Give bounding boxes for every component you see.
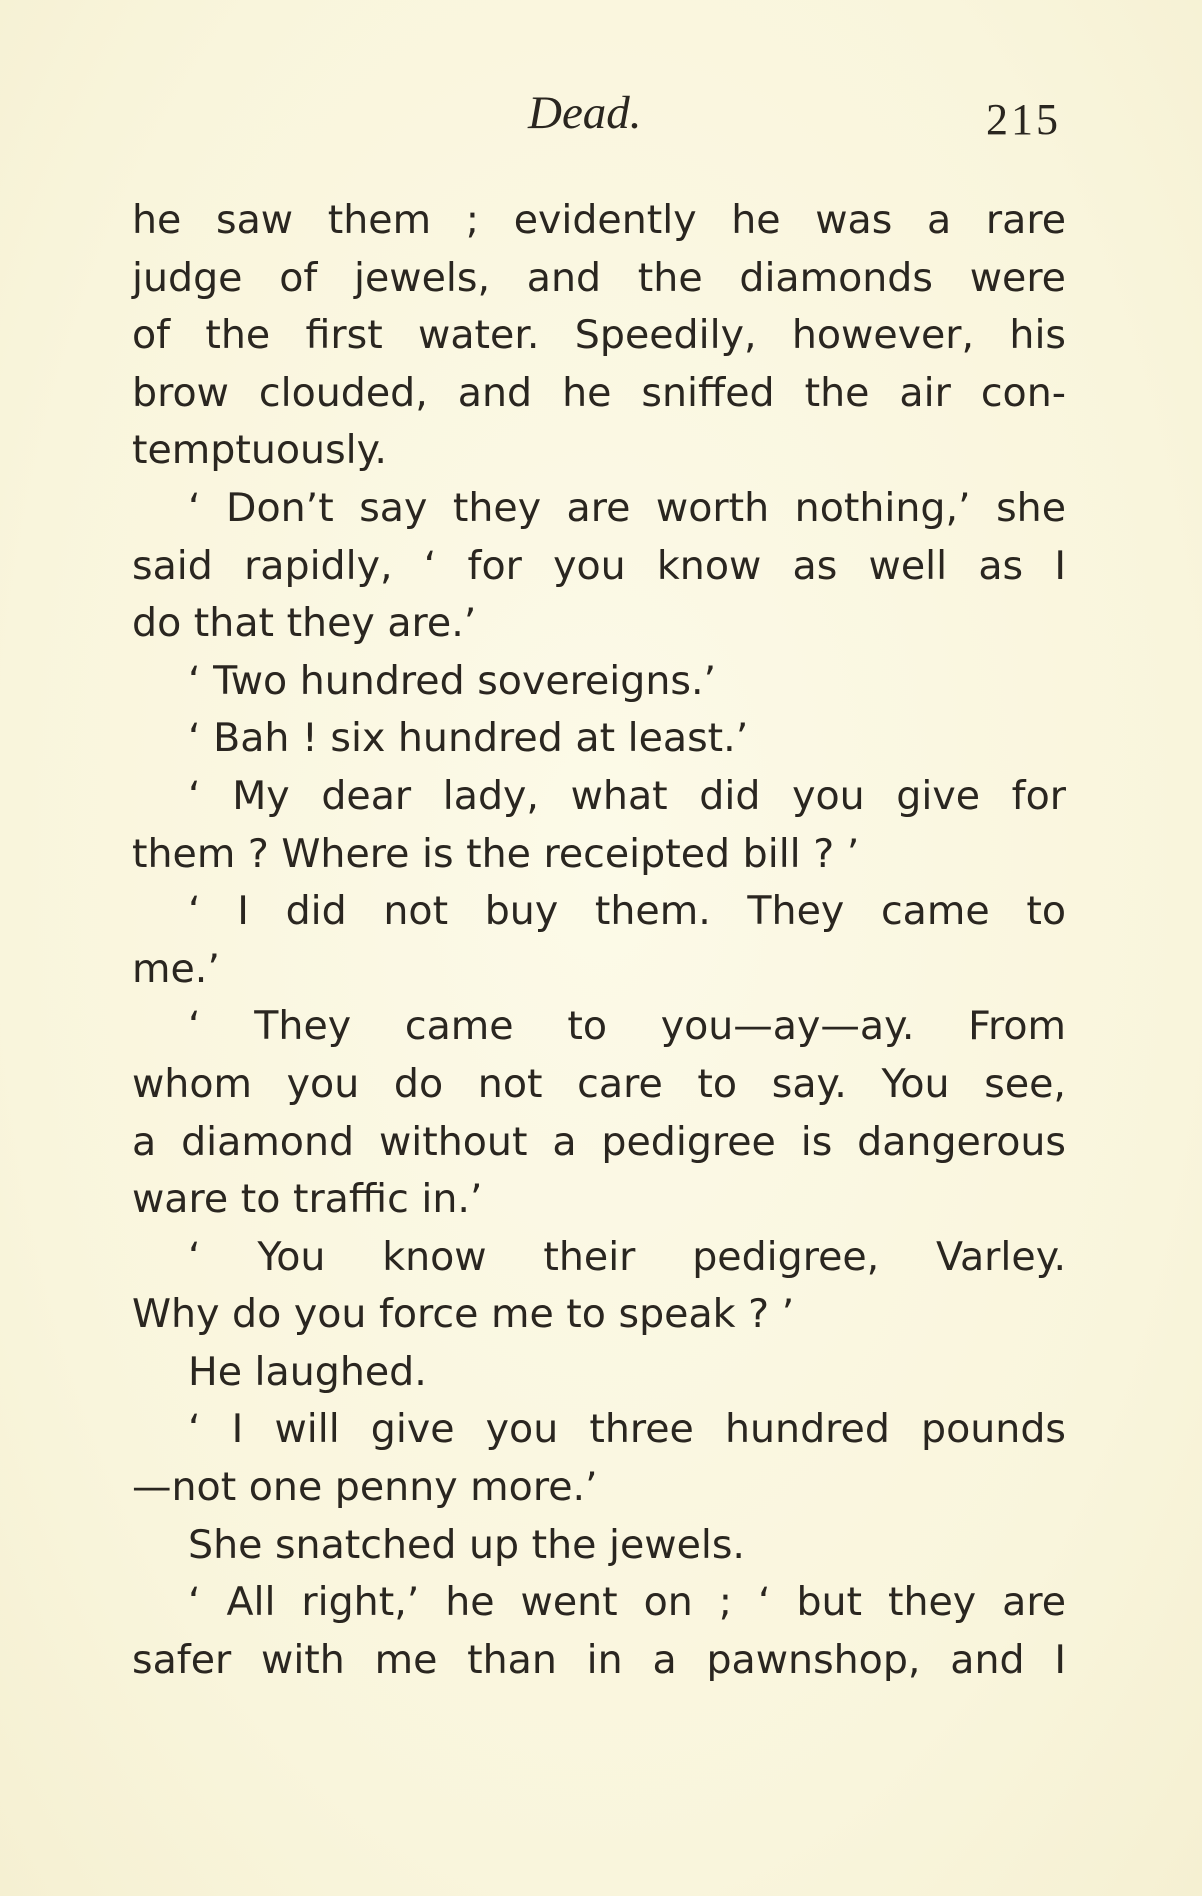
text-line: judge of jewels, and the diamonds were	[132, 254, 1066, 301]
text-line: ‘ Bah ! six hundred at least.’	[188, 715, 749, 762]
text-line: them ? Where is the receipted bill ? ’	[132, 830, 860, 877]
text-line: Why do you force me to speak ? ’	[132, 1291, 795, 1338]
text-line: ware to traffic in.’	[132, 1176, 483, 1223]
text-line: She snatched up the jewels.	[188, 1521, 745, 1568]
text-line: do that they are.’	[132, 600, 477, 647]
text-line: he saw them ; evidently he was a rare	[132, 197, 1066, 243]
text-line: ‘ They came to you—ay—ay. From	[188, 1003, 1066, 1050]
body-text	[132, 192, 1066, 1689]
text-line: ‘ I will give you three hundred pounds	[188, 1406, 1066, 1453]
text-line: ‘ You know their pedigree, Varley.	[188, 1233, 1066, 1280]
text-line: —not one penny more.’	[132, 1464, 598, 1511]
text-line: me.’	[132, 945, 220, 992]
text-line: whom you do not care to say. You see,	[132, 1060, 1066, 1107]
text-line: of the first water. Speedily, however, his	[132, 312, 1066, 359]
page-number: 215	[986, 95, 1061, 144]
running-title: Dead.	[528, 87, 642, 139]
text-line: ‘ Two hundred sovereigns.’	[188, 657, 717, 704]
text-line: temptuously.	[132, 427, 387, 474]
page-header	[0, 86, 1202, 156]
text-line: brow clouded, and he sniffed the air con-	[132, 369, 1066, 416]
text-line: ‘ I did not buy them. They came to	[188, 888, 1066, 935]
text-line: ‘ All right,’ he went on ; ‘ but they are	[188, 1579, 1066, 1626]
text-line: safer with me than in a pawnshop, and I	[132, 1636, 1066, 1683]
text-line: ‘ Don’t say they are worth nothing,’ she	[188, 484, 1066, 531]
text-line: said rapidly, ‘ for you know as well as I	[132, 542, 1066, 589]
text-line: He laughed.	[188, 1348, 427, 1395]
text-line: a diamond without a pedigree is dangerous	[132, 1118, 1066, 1165]
text-line: ‘ My dear lady, what did you give for	[188, 772, 1066, 819]
